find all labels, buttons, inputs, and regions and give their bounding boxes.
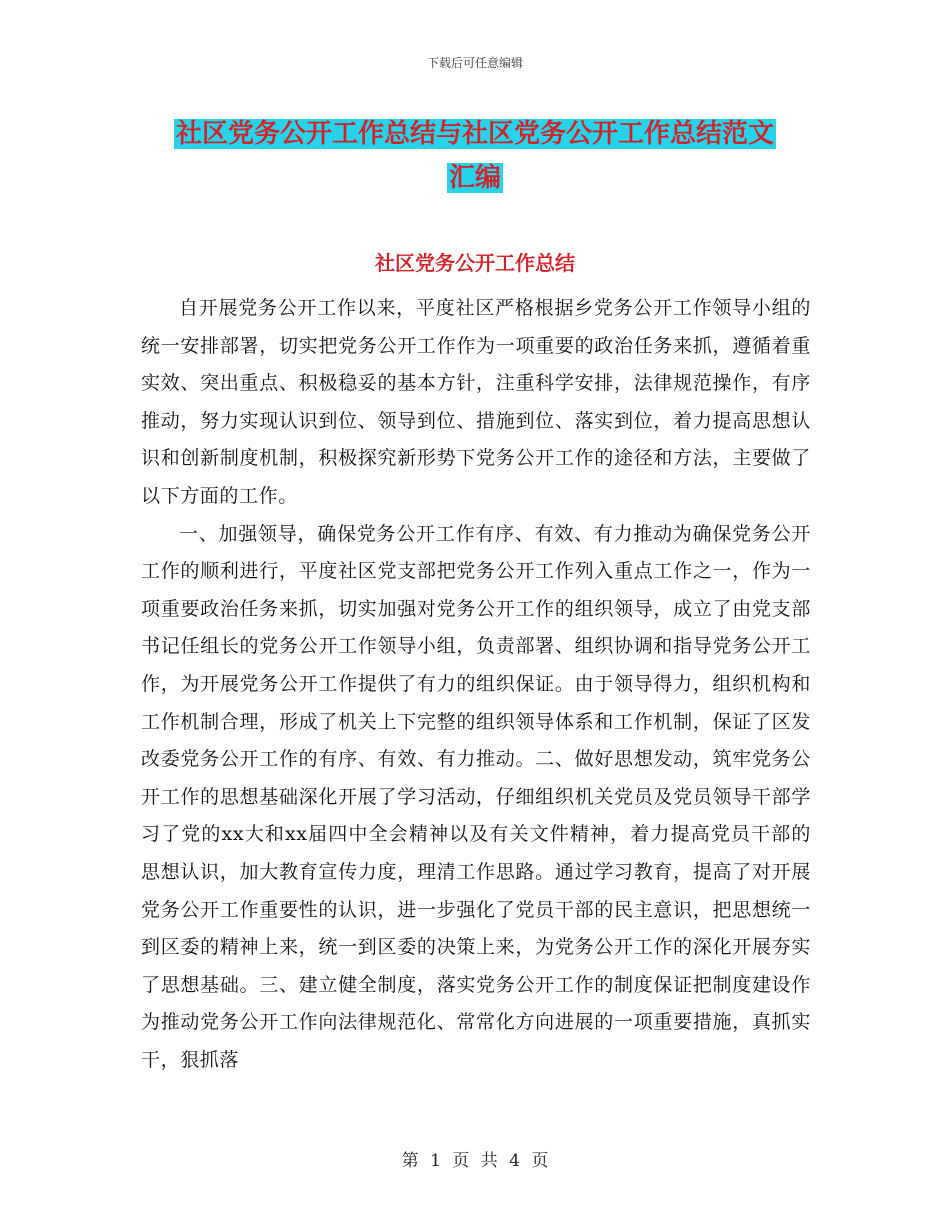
document-title-line-2: 汇编 [448,163,501,193]
page-footer: 第 1 页 共 4 页 [401,1151,549,1171]
document-title [140,112,810,200]
document-title-line-1: 社区党务公开工作总结与社区党务公开工作总结范文 [175,119,774,149]
section-title: 社区党务公开工作总结 [375,251,575,275]
body-text [141,290,811,1079]
paragraph-2: 一、加强领导，确保党务公开工作有序、有效、有力推动为确保党务公开工作的顺利进行，平度社区党支部把党务公开工作列入重点工作之一，作为一项重要政治任务来抓，切实加强对党务公开工作的组织领导，成立了由党支部书记任组长的党务公开工作领导小组，负责部署、组织协调和指导党务公开工作，为开展党务公开工作提供了有力的组织保证。由于领导得力，组织机构和工作机制合理，形成了机关上下完整的组织领导体系和工作机制，保证了区发改委党务公开工作的有序、有效、有力推动。二、做好思想发动，筑牢党务公开工作的思想基础深化开展了学习活动，仔细组织机关党员及党员领导干部学习了党的xx大和xx届四中全会精神以及有关文件精神，着力提高党员干部的思想认识，加大教育宣传力度，理清工作思路。通过学习教育，提高了对开展党务公开工作重要性的认识，进一步强化了党员干部的民主意识，把思想统一到区委的精神上来，统一到区委的决策上来，为党务公开工作的深化开展夯实了思想基础。三、建立健全制度，落实党务公开工作的制度保证把制度建设作为推动党务公开工作向法律规范化、常常化方向进展的一项重要措施，真抓实干，狠抓落 [141,522,811,1071]
header-note: 下载后可任意编辑 [426,56,523,70]
paragraph-1: 自开展党务公开工作以来，平度社区严格根据乡党务公开工作领导小组的统一安排部署，切实把党务公开工作作为一项重要的政治任务来抓，遵循着重实效、突出重点、积极稳妥的基本方针，注重科学安排，法律规范操作，有序推动，努力实现认识到位、领导到位、措施到位、落实到位，着力提高思想认识和创新制度机制，积极探究新形势下党务公开工作的途径和方法，主要做了以下方面的工作。 [141,297,811,507]
